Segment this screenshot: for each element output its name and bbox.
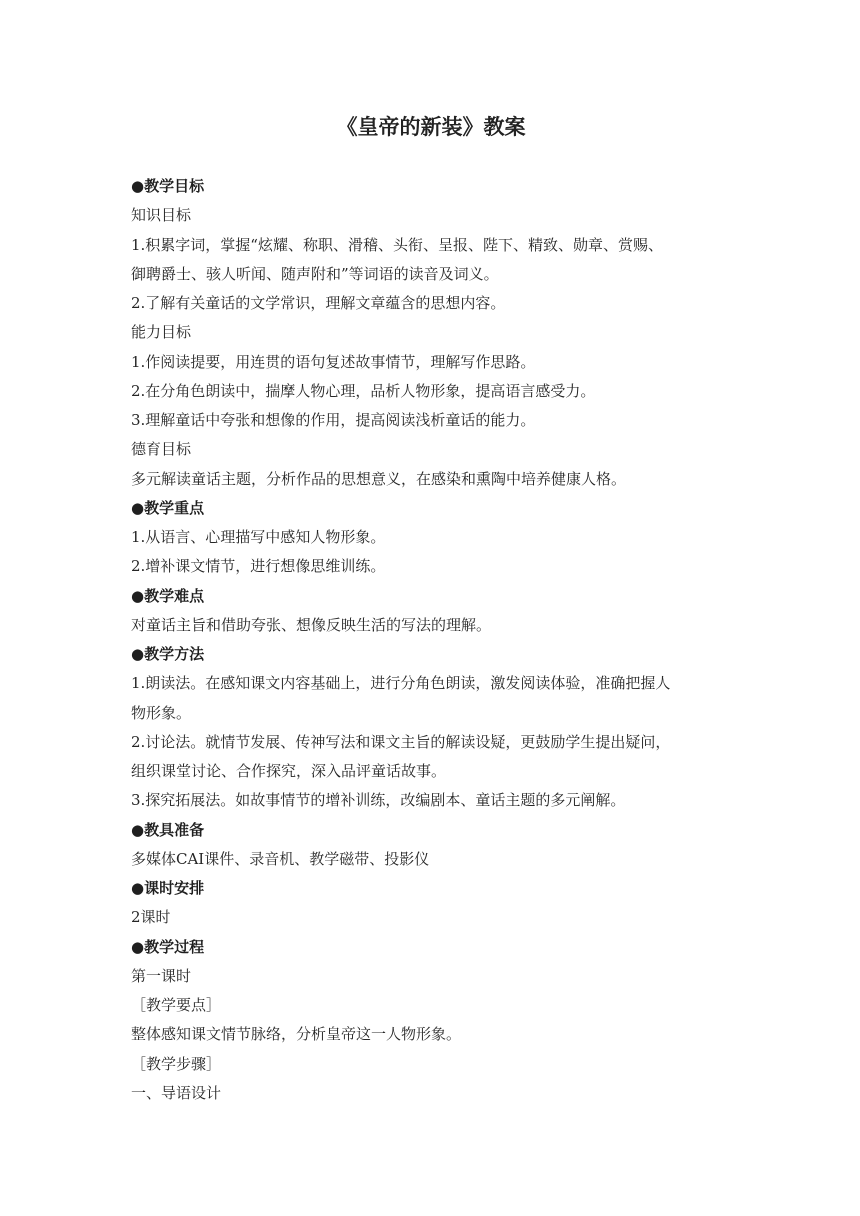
paragraph-line: 1.朗读法。在感知课文内容基础上，进行分角色朗读，激发阅读体验，准确把握人	[131, 674, 671, 693]
section-heading: ●教学重点	[131, 498, 205, 517]
paragraph-line: 3.理解童话中夸张和想像的作用，提高阅读浅析童话的能力。	[131, 411, 536, 429]
paragraph-line: 1.从语言、心理描写中感知人物形象。	[131, 528, 386, 546]
section-heading: ●教学过程	[131, 937, 205, 956]
document-body	[131, 172, 731, 1108]
paragraph-line: 2.了解有关童话的文学常识，理解文章蕴含的思想内容。	[131, 294, 506, 312]
paragraph-line: 物形象。	[131, 703, 192, 722]
paragraph-line: 2.在分角色朗读中，揣摩人物心理，品析人物形象，提高语言感受力。	[131, 381, 596, 400]
section-heading: ●教学目标	[131, 177, 205, 195]
paragraph-line: 第一课时	[131, 966, 192, 985]
paragraph-line: 整体感知课文情节脉络，分析皇帝这一人物形象。	[131, 1025, 462, 1044]
paragraph-line: 德育目标	[131, 440, 192, 459]
paragraph-line: 多媒体CAI课件、录音机、教学磁带、投影仪	[131, 849, 430, 868]
paragraph-line: ［教学要点］	[131, 996, 222, 1014]
paragraph-line: 1.作阅读提要，用连贯的语句复述故事情节，理解写作思路。	[131, 352, 536, 371]
paragraph-line: ［教学步骤］	[131, 1054, 222, 1073]
paragraph-line: 御聘爵士、骇人听闻、随声附和”等词语的读音及词义。	[131, 264, 499, 283]
section-heading: ●教学方法	[131, 645, 205, 663]
paragraph-line: 1.积累字词，掌握“炫耀、称职、滑稽、头衔、呈报、陛下、精致、勋章、赏赐、	[131, 235, 663, 254]
paragraph-line: 2课时	[131, 908, 171, 927]
section-heading: ●教具准备	[131, 820, 205, 839]
section-heading: ●教学难点	[131, 586, 205, 605]
paragraph-line: 多元解读童话主题，分析作品的思想意义，在感染和熏陶中培养健康人格。	[131, 469, 627, 488]
paragraph-line: 2.讨论法。就情节发展、传神写法和课文主旨的解读设疑，更鼓励学生提出疑问，	[131, 732, 671, 751]
document-title: 《皇帝的新装》教案	[336, 115, 526, 139]
paragraph-line: 对童话主旨和借助夸张、想像反映生活的写法的理解。	[131, 615, 492, 634]
paragraph-line: 能力目标	[131, 323, 192, 342]
paragraph-line: 3.探究拓展法。如故事情节的增补训练，改编剧本、童话主题的多元阐解。	[131, 791, 626, 810]
section-heading: ●课时安排	[131, 879, 205, 897]
paragraph-line: 知识目标	[131, 206, 192, 225]
paragraph-line: 一、导语设计	[131, 1083, 222, 1102]
paragraph-line: 组织课堂讨论、合作探究，深入品评童话故事。	[131, 762, 447, 780]
paragraph-line: 2.增补课文情节，进行想像思维训练。	[131, 557, 386, 576]
